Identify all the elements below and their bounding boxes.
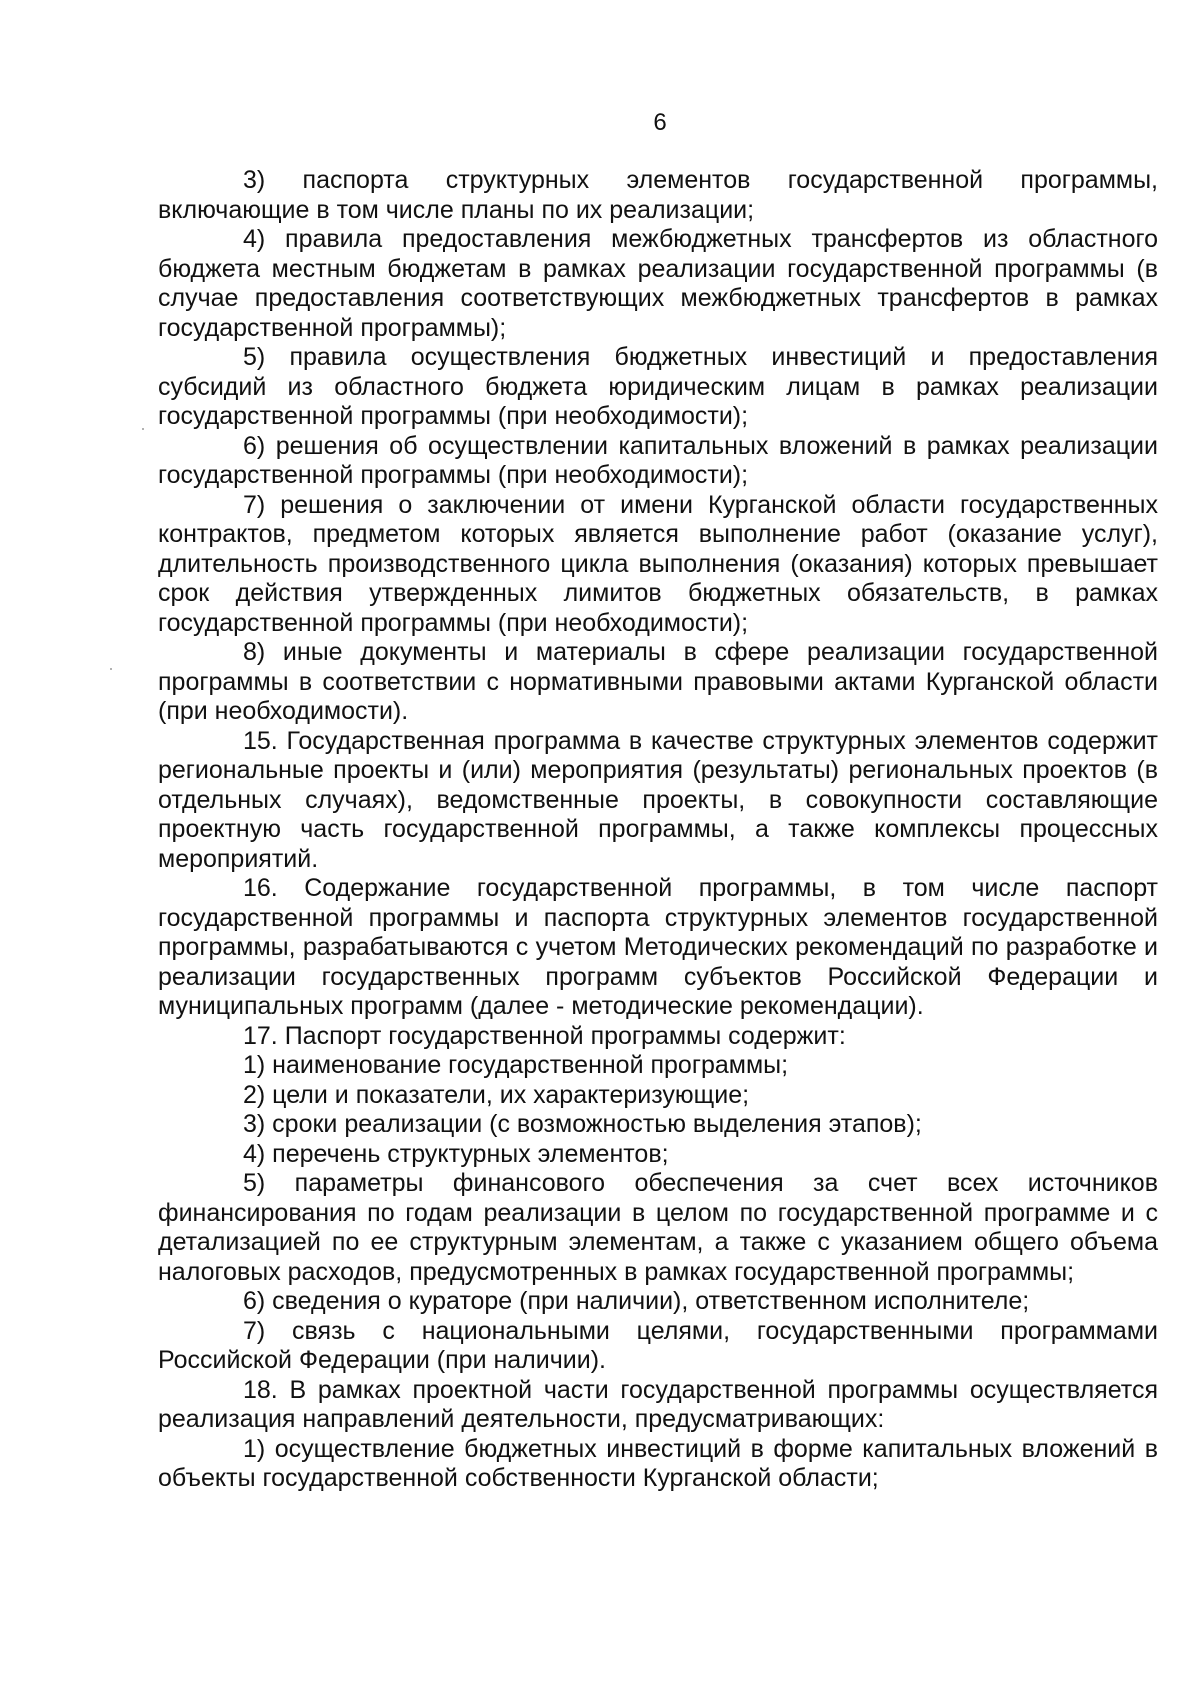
- paragraph: 8) иные документы и материалы в сфере реализации государственной программы в соответствии с нормативными правовыми актами Курганской области (при необходимости).: [158, 638, 1158, 725]
- paragraph: 4) перечень структурных элементов;: [243, 1139, 669, 1168]
- scan-speck: [142, 428, 144, 430]
- paragraph: 15. Государственная программа в качестве структурных элементов содержит региональные проекты и (или) мероприятия (результаты) региональных проектов (в отдельных случаях), ведомственные проекты, в совокупности составляющие проектную часть государственной программы, а также комплексы процессных мероприятий.: [158, 726, 1158, 873]
- paragraph: 5) правила осуществления бюджетных инвестиций и предоставления субсидий из областного бюджета юридическим лицам в рамках реализации государственной программы (при необходимости);: [158, 343, 1158, 430]
- paragraph: 1) осуществление бюджетных инвестиций в форме капитальных вложений в объекты государственной собственности Курганской области;: [158, 1434, 1158, 1492]
- paragraph: 16. Содержание государственной программы, в том числе паспорт государственной программы и паспорта структурных элементов государственной программы, разрабатываются с учетом Методических рекомендаций по разработке и реализации государственных программ субъектов Российской Федерации и муниципальных программ (далее - методические рекомендации).: [158, 874, 1158, 1020]
- paragraph: 1) наименование государственной программы;: [243, 1051, 789, 1079]
- paragraph: 7) решения о заключении от имени Курганской области государственных контрактов, предметом которых является выполнение работ (оказание услуг), длительность производственного цикла выполнения (оказания) которых превышает срок действия утвержденных лимитов бюджетных обязательств, в рамках государственной программы (при необходимости);: [158, 490, 1158, 637]
- paragraph: 3) паспорта структурных элементов государственной программы, включающие в том числе планы по их реализации;: [158, 166, 1158, 224]
- paragraph: 6) сведения о кураторе (при наличии), ответственном исполнителе;: [243, 1287, 1030, 1315]
- paragraph: 4) правила предоставления межбюджетных трансфертов из областного бюджета местным бюджетам в рамках реализации государственной программы (в случае предоставления соответствующих межбюджетных трансфертов в рамках государственной программы);: [158, 225, 1158, 342]
- page-number: 6: [653, 109, 667, 136]
- paragraph: 2) цели и показатели, их характеризующие;: [243, 1080, 750, 1109]
- paragraph: 17. Паспорт государственной программы содержит:: [243, 1021, 846, 1050]
- paragraph: 5) параметры финансового обеспечения за счет всех источников финансирования по годам реализации в целом по государственной программе и с детализацией по ее структурным элементам, а также с указанием общего объема налоговых расходов, предусмотренных в рамках государственной программы;: [158, 1169, 1158, 1286]
- document-body: [158, 166, 1158, 1494]
- scan-speck: [110, 668, 112, 670]
- paragraph: 18. В рамках проектной части государственной программы осуществляется реализация направлений деятельности, предусматривающих:: [158, 1375, 1158, 1433]
- paragraph: 3) сроки реализации (с возможностью выделения этапов);: [243, 1110, 922, 1138]
- paragraph: 7) связь с национальными целями, государственными программами Российской Федерации (при наличии).: [158, 1316, 1158, 1374]
- paragraph: 6) решения об осуществлении капитальных вложений в рамках реализации государственной программы (при необходимости);: [158, 431, 1158, 489]
